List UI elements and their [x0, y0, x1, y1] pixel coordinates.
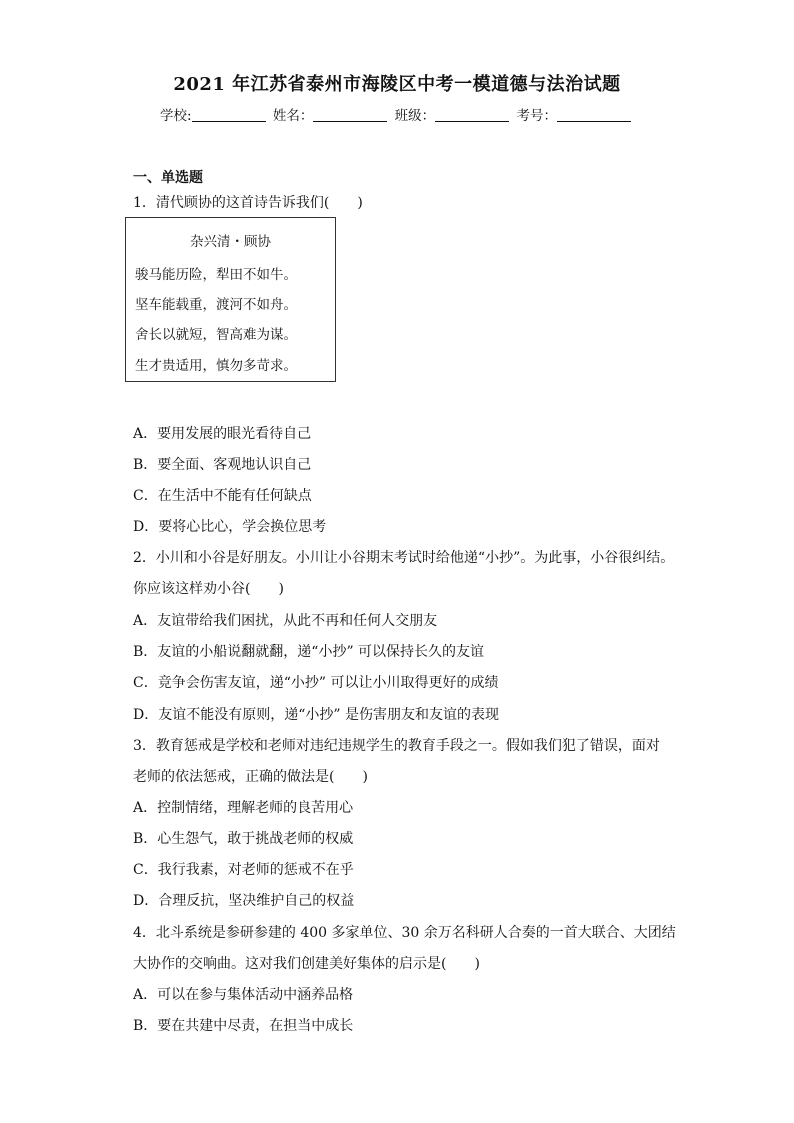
question-3-option-b: B．心生怨气，敢于挑战老师的权威 — [133, 831, 354, 847]
poem-line: 骏马能历险，犁田不如牛。 — [135, 267, 297, 283]
question-3-stem-line-1: 3．教育惩戒是学校和老师对违纪违规学生的教育手段之一。假如我们犯了错误，面对 — [133, 738, 660, 754]
school-label: 学校: — [160, 108, 192, 124]
name-blank — [313, 107, 387, 122]
question-1-option-a: A．要用发展的眼光看待自己 — [133, 426, 312, 442]
section-heading: 一、单选题 — [133, 170, 203, 186]
question-2-stem-line-2: 你应该这样劝小谷( ) — [133, 581, 284, 597]
question-2-stem-line-1: 2．小川和小谷是好朋友。小川让小谷期末考试时给他递“小抄”。为此事，小谷很纠结。 — [133, 550, 675, 566]
question-3-option-c: C．我行我素，对老师的惩戒不在乎 — [133, 862, 354, 878]
student-info-line — [0, 104, 794, 124]
question-2-option-c: C．竞争会伤害友谊，递“小抄” 可以让小川取得更好的成绩 — [133, 675, 499, 691]
question-2-option-d: D．友谊不能没有原则，递“小抄” 是伤害朋友和友谊的表现 — [133, 707, 499, 723]
poem-box — [125, 217, 336, 382]
question-4-stem-line-1: 4．北斗系统是参研参建的 400 多家单位、30 余万名科研人合奏的一首大联合、大团结 — [133, 925, 676, 941]
exam-title: 2021 年江苏省泰州市海陵区中考一模道德与法治试题 — [173, 74, 621, 95]
question-1-option-d: D．要将心比心，学会换位思考 — [133, 519, 327, 535]
poem-line: 生才贵适用，慎勿多苛求。 — [135, 358, 297, 374]
school-blank — [192, 107, 266, 122]
name-label: 姓名： — [272, 108, 314, 124]
question-2-option-a: A．友谊带给我们困扰，从此不再和任何人交朋友 — [133, 613, 438, 629]
poem-line: 坚车能载重，渡河不如舟。 — [135, 297, 297, 313]
question-4-option-b: B．要在共建中尽责，在担当中成长 — [133, 1018, 354, 1034]
question-3-option-a: A．控制情绪，理解老师的良苦用心 — [133, 800, 354, 816]
question-4-stem-line-2: 大协作的交响曲。这对我们创建美好集体的启示是( ) — [133, 956, 480, 972]
question-1-option-b: B．要全面、客观地认识自己 — [133, 457, 312, 473]
class-label: 班级： — [394, 108, 436, 124]
poem-line: 舍长以就短，智高难为谋。 — [135, 327, 297, 343]
question-4-option-a: A．可以在参与集体活动中涵养品格 — [133, 987, 354, 1003]
question-1-stem: 1．清代顾协的这首诗告诉我们( ) — [133, 195, 363, 211]
poem-title: 杂兴清・顾协 — [190, 234, 271, 250]
exam-number-blank — [557, 107, 631, 122]
question-1-option-c: C．在生活中不能有任何缺点 — [133, 488, 312, 504]
question-2-option-b: B．友谊的小船说翻就翻，递“小抄” 可以保持长久的友谊 — [133, 644, 485, 660]
question-3-option-d: D．合理反抗，坚决维护自己的权益 — [133, 893, 355, 909]
question-3-stem-line-2: 老师的依法惩戒，正确的做法是( ) — [133, 769, 368, 785]
exam-number-label: 考号： — [516, 108, 557, 124]
class-blank — [435, 107, 509, 122]
